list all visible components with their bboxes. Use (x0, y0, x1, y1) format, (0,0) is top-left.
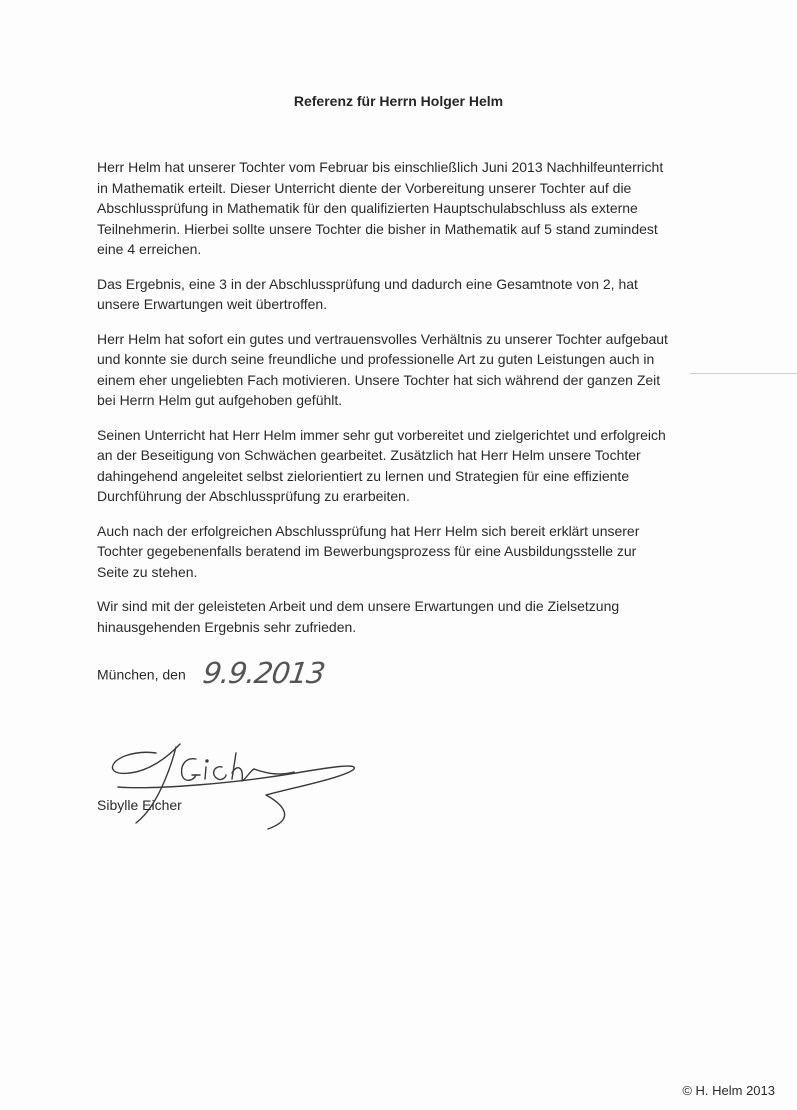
text-line: einem eher ungeliebten Fach motivieren. Unsere Tochter hat sich während der ganzen Zeit (97, 371, 661, 388)
text-line: in Mathematik erteilt. Dieser Unterricht diente der Vorbereitung unserer Tochter auf die (97, 179, 632, 196)
text-line: an der Beseitigung von Schwächen gearbeitet. Zusätzlich hat Herr Helm unsere Tochter (97, 447, 641, 463)
place-date-line (97, 656, 327, 690)
text-line: hinausgehenden Ergebnis sehr zufrieden. (97, 618, 357, 635)
letter-title: Referenz für Herrn Holger Helm (293, 93, 504, 109)
text-line: eine 4 erreichen. (97, 241, 202, 257)
text-line: Teilnehmerin. Hierbei sollte unsere Tochter die bisher in Mathematik auf 5 stand zumindest (97, 220, 658, 237)
handwritten-date (200, 653, 327, 693)
handwritten-signature (96, 735, 366, 840)
paragraph-4 (97, 425, 697, 507)
text-line: und konnte sie durch seine freundliche und professionelle Art zu guten Leistungen auch in (97, 351, 655, 367)
text-line: Herr Helm hat sofort ein gutes und vertrauensvolles Verhältnis zu unserer Tochter aufgebaut (97, 330, 668, 347)
signer-name: Sibylle Eicher (97, 797, 182, 813)
text-line: Wir sind mit der geleisteten Arbeit und dem unsere Erwartungen und die Zielsetzung (97, 598, 620, 614)
text-line: dahingehend angeleitet selbst zielorientiert zu lernen und Strategien für eine effiziente (97, 467, 630, 484)
copyright-notice: © H. Helm 2013 (682, 1083, 775, 1098)
paragraph-5 (97, 521, 697, 583)
text-line: Abschlussprüfung in Mathematik für den qualifizierten Hauptschulabschluss als externe (97, 200, 638, 216)
text-line: Durchführung der Abschlussprüfung zu erarbeiten. (97, 488, 410, 504)
text-line: Tochter gegebenenfalls beratend im Bewerbungsprozess für eine Ausbildungsstelle zur (97, 543, 637, 559)
text-line: unsere Erwartungen weit übertroffen. (97, 296, 328, 312)
place-label: München, den (97, 666, 186, 683)
paragraph-2 (97, 274, 697, 315)
text-line: Herr Helm hat unserer Tochter vom Februar bis einschließlich Juni 2013 Nachhilfeunterricht (97, 159, 664, 175)
paragraph-3 (97, 329, 697, 411)
paragraph-1 (97, 157, 697, 260)
text-line: Seinen Unterricht hat Herr Helm immer sehr gut vorbereitet und zielgerichtet und erfolgreich (97, 426, 666, 443)
handwritten-date-text: 9.9.2013 (200, 656, 327, 690)
paragraph-6 (97, 596, 697, 637)
text-line: Seite zu stehen. (97, 563, 198, 580)
text-line: Das Ergebnis, eine 3 in der Abschlussprüfung und dadurch eine Gesamtnote von 2, hat (97, 275, 638, 292)
paper-fold-line (690, 373, 797, 374)
text-line: bei Herrn Helm gut aufgehoben gefühlt. (97, 392, 343, 408)
letter-body (97, 157, 697, 651)
text-line: Auch nach der erfolgreichen Abschlussprüfung hat Herr Helm sich bereit erklärt unserer (97, 522, 640, 539)
